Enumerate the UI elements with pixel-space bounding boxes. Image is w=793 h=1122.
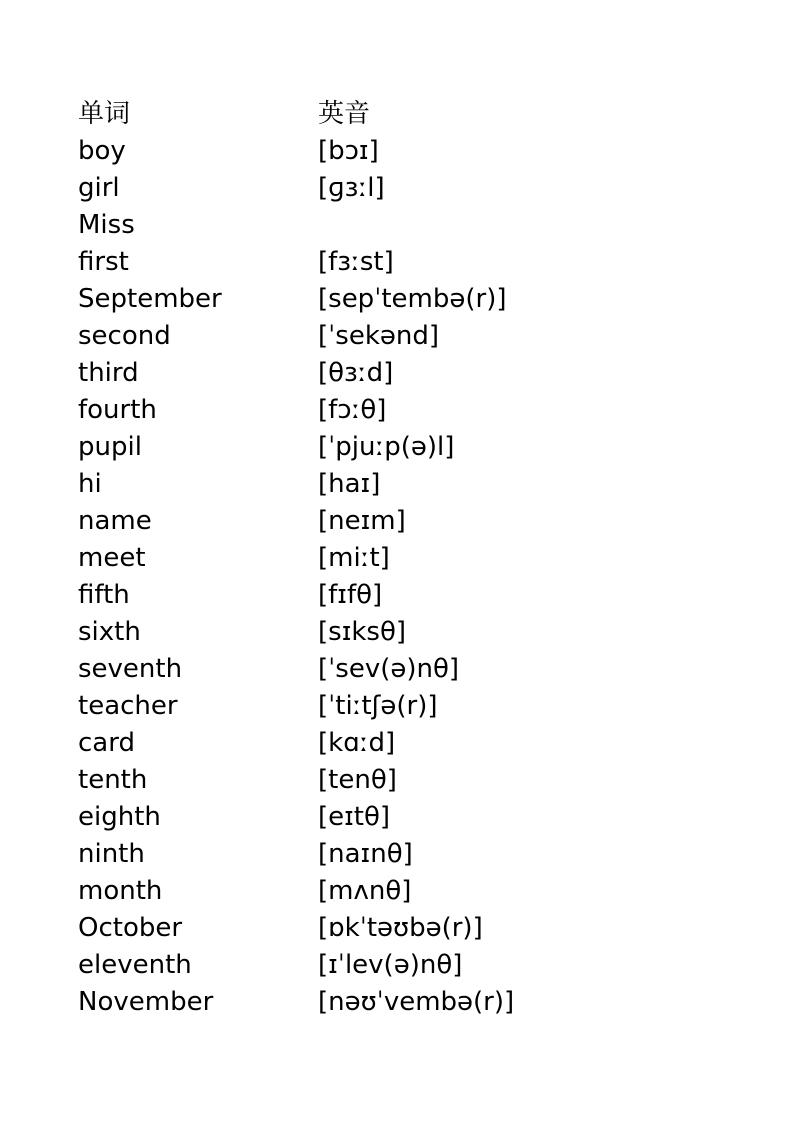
table-row	[78, 614, 538, 651]
pronunciation-cell: [nəʊˈvembə(r)]	[318, 987, 515, 1017]
table-row	[78, 947, 538, 984]
table-row	[78, 281, 538, 318]
word-cell: fifth	[78, 580, 130, 610]
table-row	[78, 984, 538, 1021]
header-word: 单词	[78, 99, 131, 129]
word-cell: teacher	[78, 691, 178, 721]
word-cell: girl	[78, 173, 120, 203]
table-row	[78, 392, 538, 429]
word-cell: card	[78, 728, 135, 758]
table-row	[78, 725, 538, 762]
table-row	[78, 503, 538, 540]
word-cell: name	[78, 506, 152, 536]
table-row	[78, 799, 538, 836]
word-cell: sixth	[78, 617, 141, 647]
word-cell: hi	[78, 469, 102, 499]
table-row	[78, 577, 538, 614]
word-cell: month	[78, 876, 163, 906]
pronunciation-cell: [eɪtθ]	[318, 802, 391, 832]
table-row	[78, 133, 538, 170]
pronunciation-cell: [ɒkˈtəʊbə(r)]	[318, 913, 483, 943]
word-cell: third	[78, 358, 139, 388]
word-cell: eleventh	[78, 950, 192, 980]
pronunciation-cell: [ˈtiːtʃə(r)]	[318, 691, 438, 721]
pronunciation-cell: [bɔɪ]	[318, 136, 379, 166]
table-row	[78, 466, 538, 503]
table-row	[78, 170, 538, 207]
table-row	[78, 207, 538, 244]
table-header	[78, 96, 538, 133]
pronunciation-cell: [fɪfθ]	[318, 580, 383, 610]
pronunciation-cell: [ˈsekənd]	[318, 321, 440, 351]
word-cell: tenth	[78, 765, 148, 795]
word-cell: eighth	[78, 802, 161, 832]
word-cell: Miss	[78, 210, 135, 240]
pronunciation-cell: [neɪm]	[318, 506, 406, 536]
pronunciation-cell: [ˈpjuːp(ə)l]	[318, 432, 455, 462]
word-cell: pupil	[78, 432, 142, 462]
word-cell: second	[78, 321, 171, 351]
table-row	[78, 836, 538, 873]
word-cell: seventh	[78, 654, 183, 684]
pronunciation-cell: [ɡɜːl]	[318, 173, 385, 203]
word-cell: September	[78, 284, 222, 314]
vocabulary-table	[78, 96, 538, 1021]
table-row	[78, 688, 538, 725]
word-cell: November	[78, 987, 214, 1017]
pronunciation-cell: [tenθ]	[318, 765, 397, 795]
pronunciation-cell: [θɜːd]	[318, 358, 394, 388]
pronunciation-cell: [ˈsev(ə)nθ]	[318, 654, 460, 684]
table-body	[78, 133, 538, 1021]
word-cell: meet	[78, 543, 146, 573]
table-row	[78, 429, 538, 466]
header-pronunciation: 英音	[318, 99, 371, 129]
pronunciation-cell: [sɪksθ]	[318, 617, 407, 647]
pronunciation-cell: [haɪ]	[318, 469, 381, 499]
word-cell: fourth	[78, 395, 157, 425]
table-row	[78, 873, 538, 910]
table-row	[78, 910, 538, 947]
word-cell: October	[78, 913, 183, 943]
table-row	[78, 651, 538, 688]
pronunciation-cell: [naɪnθ]	[318, 839, 413, 869]
table-row	[78, 318, 538, 355]
word-cell: ninth	[78, 839, 145, 869]
pronunciation-cell: [sepˈtembə(r)]	[318, 284, 507, 314]
word-cell: boy	[78, 136, 126, 166]
table-row	[78, 540, 538, 577]
table-row	[78, 355, 538, 392]
table-row	[78, 244, 538, 281]
pronunciation-cell: [mʌnθ]	[318, 876, 412, 906]
pronunciation-cell: [ɪˈlev(ə)nθ]	[318, 950, 463, 980]
table-row	[78, 762, 538, 799]
pronunciation-cell: [kɑːd]	[318, 728, 396, 758]
pronunciation-cell: [miːt]	[318, 543, 390, 573]
word-cell: first	[78, 247, 129, 277]
pronunciation-cell: [fɜːst]	[318, 247, 394, 277]
pronunciation-cell: [fɔːθ]	[318, 395, 387, 425]
